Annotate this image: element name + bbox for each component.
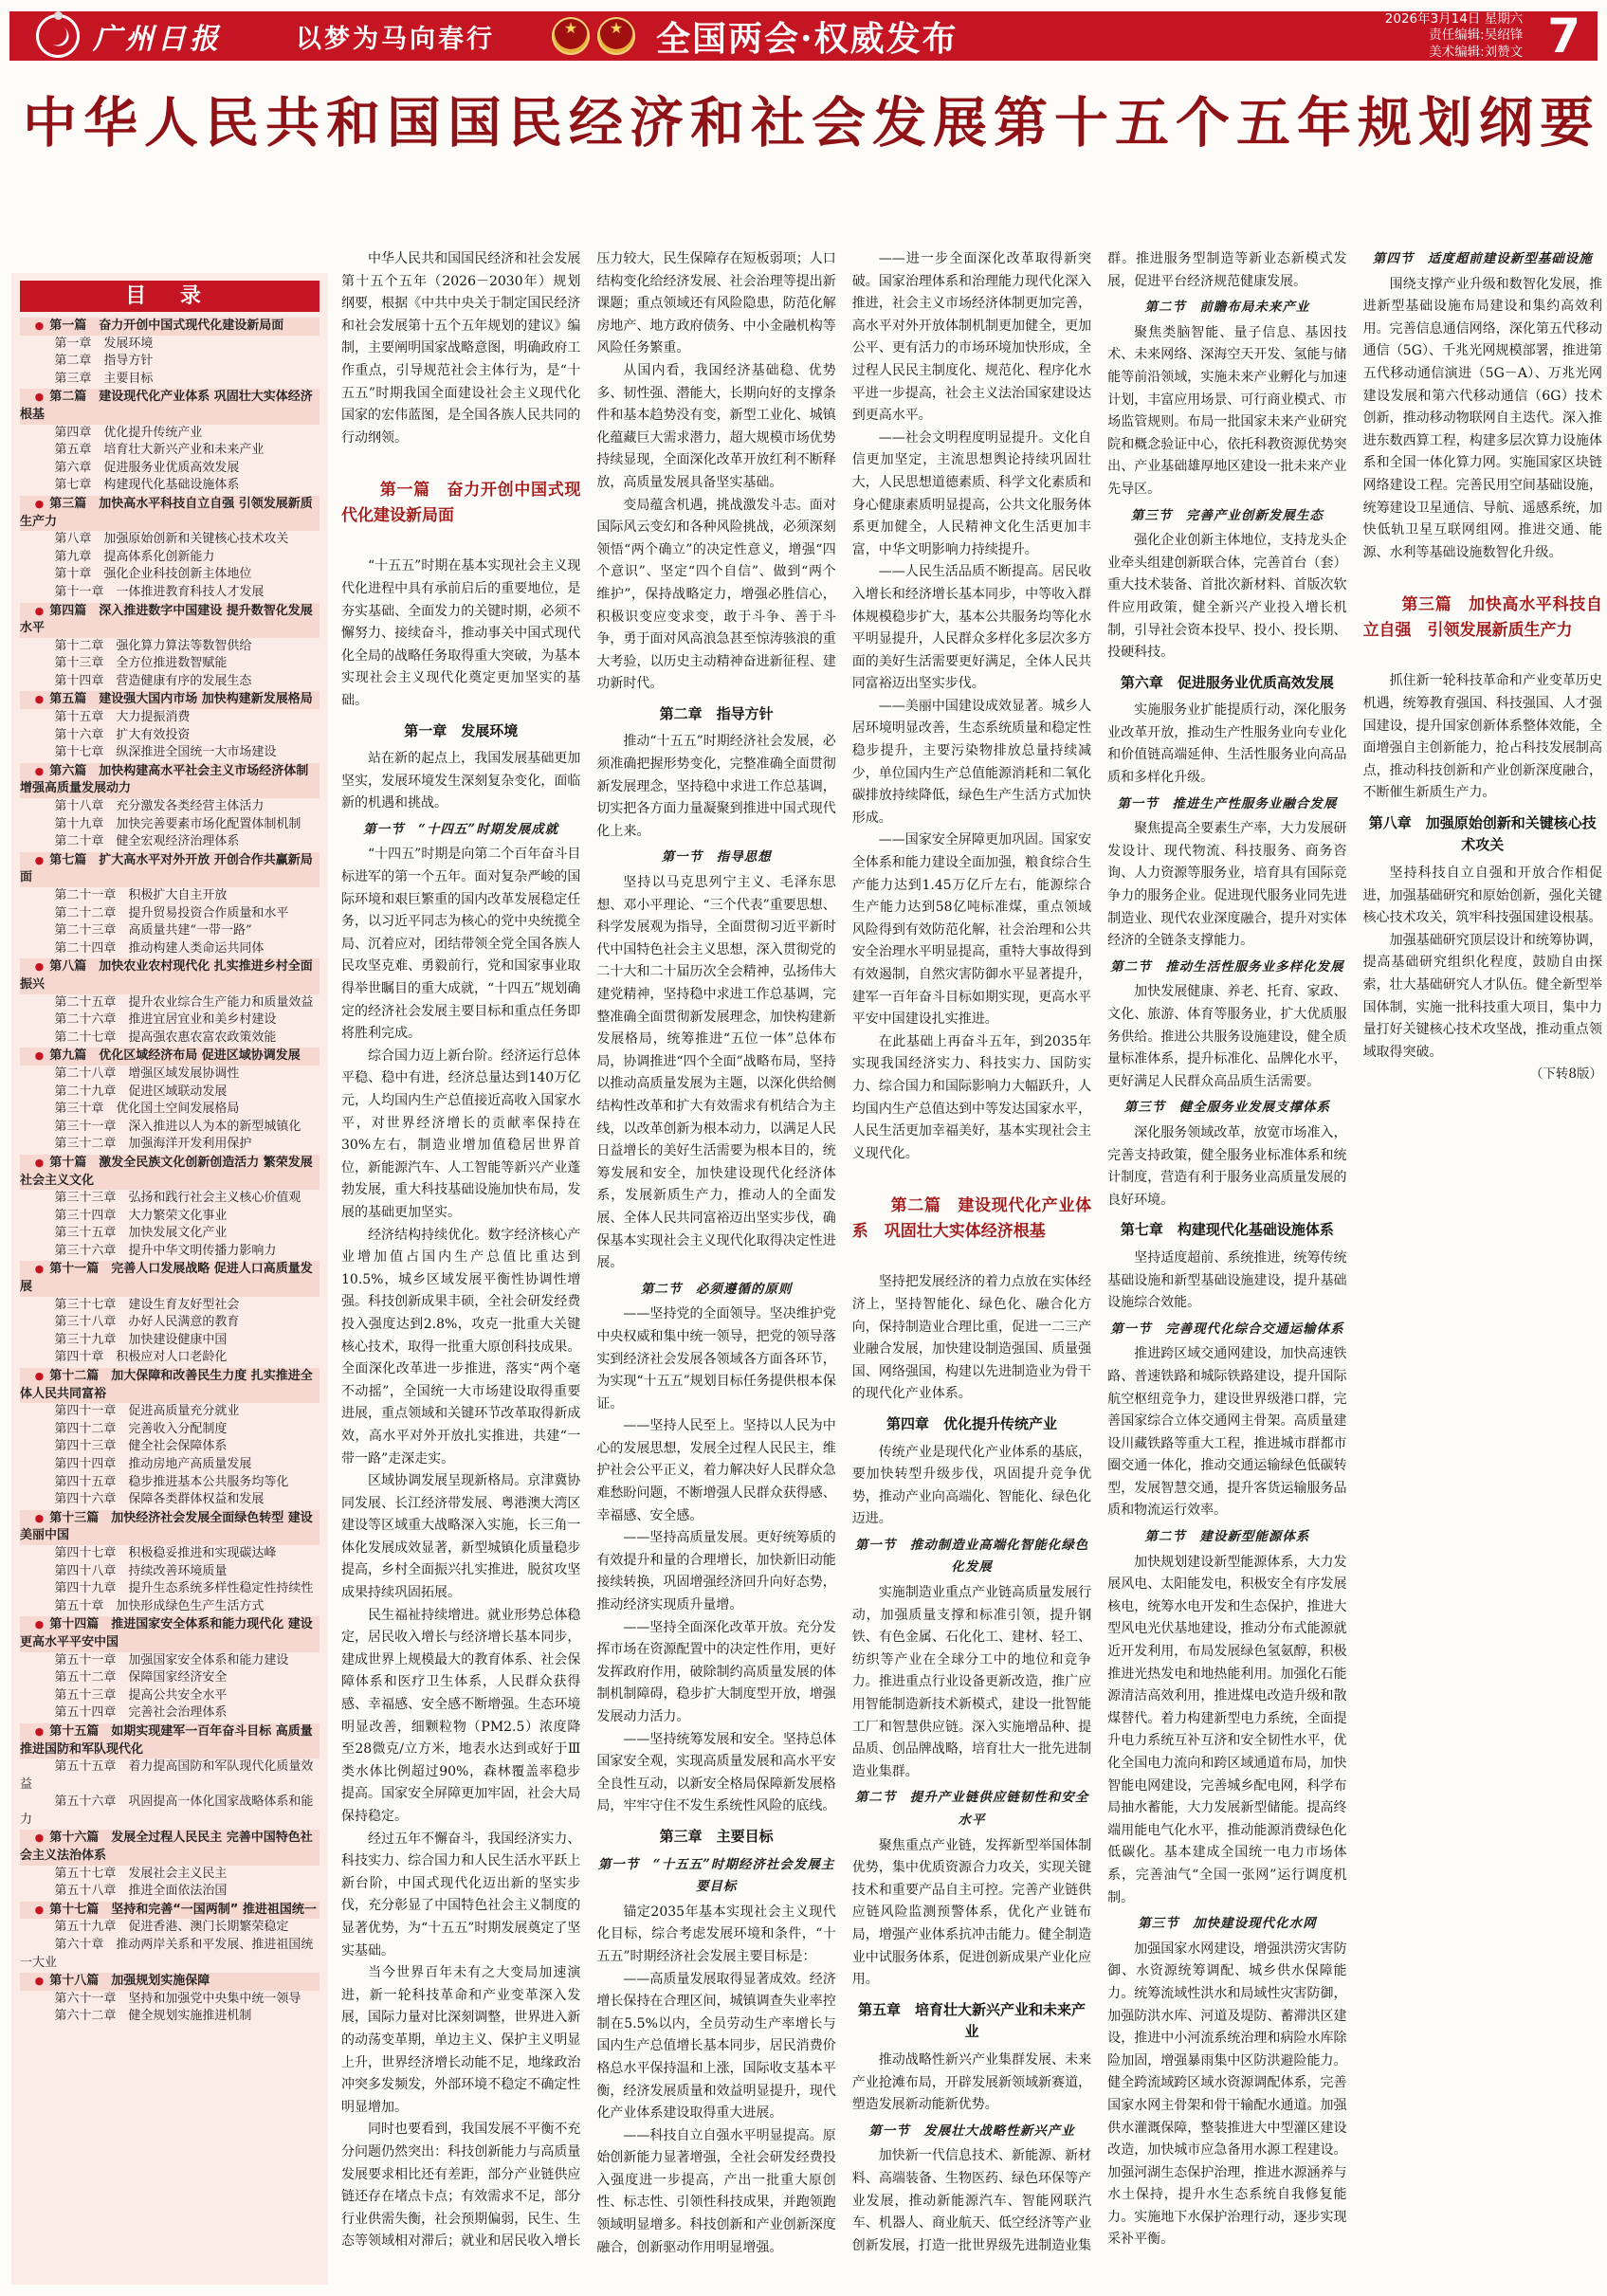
body-section-heading: 第二节 推动生活性服务业多样化发展	[1110, 958, 1344, 975]
toc-bullet-icon: ●	[34, 1370, 45, 1383]
toc-entry-chapter: 第四十一章 促进高质量充分就业	[54, 1404, 240, 1419]
toc-entry-chapter: 第二十七章 提高强农惠农富农政策效能	[54, 1030, 277, 1045]
toc-entry-part: ● 第十七篇 坚持和完善“一国两制” 推进祖国统一	[20, 1902, 320, 1920]
toc-entry-chapter: 第一章 发展环境	[54, 336, 154, 351]
body-section-heading: 第三节 健全服务业发展支撑体系	[1123, 1100, 1331, 1116]
toc-bullet-icon: ●	[34, 319, 45, 332]
masthead-meta	[1385, 11, 1523, 62]
body-paragraph: 民生福祉持续增进。就业形势总体稳定，居民收入增长与经济增长基本同步，建成世界上规模最大的教育体系、社会保障体系和医疗卫生体系，人民群众获得感、幸福感、安全感不断增强。生态环境明显改善，细颗粒物（PM2.5）浓度降至28微克/立方米，地表水达到或好于Ⅲ类水体比例超过90%，森林覆盖率稳步提高。国家安全屏障更加牢固，社会大局保持稳定。	[341, 1607, 581, 1824]
body-paragraph: 推动战略性新兴产业集群发展、未来产业抢滩布局，开辟发展新领域新赛道，塑造发展新动能新优势。	[851, 2051, 1092, 2113]
toc-entry-part: ● 第十八篇 加强规划实施保障	[20, 1973, 320, 1991]
toc-entry-part: ● 第十五篇 如期实现建军一百年奋斗目标 高质量推进国防和军队现代化	[20, 1723, 320, 1758]
body-paragraph: 在此基础上再奋斗五年，到2035年实现我国经济实力、科技实力、国防实力、综合国力和国际影响力大幅跃升，人均国内生产总值达到中等发达国家水平，人民生活更加幸福美好，基本实现社会主义现代化。	[851, 1033, 1092, 1161]
continued-note: （下转8版）	[1529, 1066, 1602, 1083]
toc-entry-chapter: 第三十八章 办好人民满意的教育	[54, 1315, 240, 1330]
toc-entry-part: ● 第七篇 扩大高水平对外开放 开创合作共赢新局面	[20, 852, 320, 887]
toc-entry-chapter: 第五十八章 推进全面依法治国	[54, 1884, 228, 1899]
editor-line: 责任编辑:吴绍锋	[1429, 27, 1524, 44]
body-paragraph: 聚焦类脑智能、量子信息、基因技术、未来网络、深海空天开发、氢能与储能等前沿领域，实施未来产业孵化与加速计划，丰富应用场景、可行商业模式、市场监管规则。布局一批国家未来产业研究院和概念验证中心，依托科教资源优势突出、产业基础雄厚地区建设一批未来产业先导区。	[1107, 324, 1347, 497]
body-section-heading: 第一节 完善现代化综合交通运输体系	[1110, 1321, 1344, 1337]
toc-entry-chapter: 第四十三章 健全社会保障体系	[54, 1439, 228, 1454]
toc-entry-chapter: 第四十五章 稳步推进基本公共服务均等化	[54, 1474, 289, 1489]
body-paragraph: 深化服务领域改革，放宽市场准入，完善支持政策，健全服务业标准体系和统计制度，营造有利于服务业高质量发展的良好环境。	[1107, 1124, 1347, 1208]
body-paragraph: 围绕支撑产业升级和数智化发展，推进新型基础设施布局建设和集约高效利用。完善信息通信网络，深化第五代移动通信（5G）、千兆光网规模部署，推进第五代移动通信演进（5G－A）、万兆光网建设发展和第六代移动通信（6G）技术创新，推动移动物联网自主迭代。深入推进东数西算工程，构建多层次算力设施体系和全国一体化算力网。实施国家区块链网络建设工程。完善民用空间基础设施，统筹建设卫星通信、导航、遥感系统，加快低轨卫星互联网组网。推进交通、能源、水利等基础设施数智化升级。	[1362, 276, 1602, 560]
body-paragraph: 加强基础研究顶层设计和统筹协调，提高基础研究组织化程度，鼓励自由探索，壮大基础研究人才队伍。健全新型举国体制，实施一批科技重大项目，集中力量打好关键核心技术攻坚战，推动重点领域取得突破。	[1362, 932, 1602, 1060]
toc-bullet-icon: ●	[34, 1618, 45, 1631]
toc-bullet-icon: ●	[34, 1975, 45, 1988]
body-paragraph: 当今世界百年未有之大变局加速演进，新一轮科技革命和产业变革深入发展，国际力量对比深刻调整，世界进入新的动荡变革期，单边主义、保护主义明显上升，世界经济增长动能不足，地缘政治冲突多发频发，外部环境不稳定不确定性明显增加。	[341, 1965, 581, 2115]
toc-entry-chapter: 第三十一章 深入推进以人为本的新型城镇化	[54, 1119, 301, 1134]
toc-entry-chapter: 第三章 主要目标	[54, 371, 154, 386]
body-paragraph: 从国内看，我国经济基础稳、优势多、韧性强、潜能大，长期向好的支撑条件和基本趋势没有变，新型工业化、城镇化蕴藏巨大需求潜力，超大规模市场优势持续显现，全面深化改革开放红利不断释放，高质量发展具备坚实基础。	[596, 362, 836, 490]
toc-sidebar	[11, 273, 328, 2285]
toc-bullet-icon: ●	[34, 391, 45, 404]
body-paragraph: 站在新的起点上，我国发展基础更加坚实，发展环境发生深刻复杂变化，面临新的机遇和挑战。	[341, 751, 581, 811]
main-headline: 中华人民共和国国民经济和社会发展第十五个五年规划纲要	[23, 92, 1600, 155]
body-paragraph: ——人民生活品质不断提高。居民收入增长和经济增长基本同步，中等收入群体规模稳步扩大，基本公共服务均等化水平明显提升，人民群众多样化多层次多方面的美好生活需要更好满足，全体人民共同富裕迈出坚实步伐。	[851, 564, 1092, 692]
body-section-heading: 第一节 “十五五”时期经济社会发展主要目标	[597, 1856, 835, 1895]
body-section-heading: 第一节 推进生产性服务业融合发展	[1117, 795, 1338, 811]
toc-entry-part: ● 第十一篇 完善人口发展战略 促进人口高质量发展	[20, 1261, 320, 1296]
body-paragraph: 加快新一代信息技术、新能源、新材料、高端装备、生物医药、绿色环保等产业发展，推动新能源汽车、智能网联汽车、机器人、商业航天、低空经济等产业创新发展，打造一批世界级先进制造业集群。推进服务型制造等新业态新模式发展，促进平台经济规范健康发展。	[851, 251, 1347, 2253]
toc-entry-part: ● 第十篇 激发全民族文化创新创造活力 繁荣发展社会主义文化	[20, 1155, 320, 1190]
toc-entry-chapter: 第六十章 推动两岸关系和平发展、推进祖国统一大业	[20, 1938, 314, 1970]
masthead-slogan: 以梦为马向春行	[296, 24, 495, 54]
body-section-heading: 第二节 必须遵循的原则	[640, 1281, 793, 1297]
toc-bullet-icon: ●	[34, 1156, 45, 1169]
toc-bullet-icon: ●	[34, 1263, 45, 1276]
body-paragraph: 中华人民共和国国民经济和社会发展第十五个五年（2026－2030年）规划纲要，根据《中共中央关于制定国民经济和社会发展第十五个五年规划的建议》编制，主要阐明国家战略意图，明确政府工作重点，引导规范社会主体行为，是“十五五”时期我国全面建设社会主义现代化国家的宏伟蓝图，是全国各族人民共同的行动纲领。	[341, 251, 581, 446]
toc-entry-chapter: 第二十四章 推动构建人类命运共同体	[54, 940, 265, 956]
toc-entry-part: ● 第六篇 加快构建高水平社会主义市场经济体制 增强高质量发展动力	[20, 763, 320, 798]
toc-entry-chapter: 第二十六章 推进宜居宜业和美乡村建设	[54, 1012, 277, 1028]
body-paragraph: 坚持以马克思列宁主义、毛泽东思想、邓小平理论、“三个代表”重要思想、科学发展观为指导，全面贯彻习近平新时代中国特色社会主义思想，深入贯彻党的二十大和二十届历次全会精神，弘扬伟大建党精神，坚持稳中求进工作总基调，完整准确全面贯彻新发展理念，加快构建新发展格局，统筹推进“五位一体”总体布局，协调推进“四个全面”战略布局，坚持以推动高质量发展为主题，以深化供给侧结构性改革和扩大有效需求有机结合为主线，以改革创新为根本动力，以满足人民日益增长的美好生活需要为根本目的，统筹发展和安全，加快建设现代化经济体系，发展新质生产力，推动人的全面发展、全体人民共同富裕迈出坚实步伐，确保基本实现社会主义现代化取得决定性进展。	[596, 875, 836, 1271]
body-paragraph: ——坚持统筹发展和安全。坚持总体国家安全观，实现高质量发展和高水平安全良性互动，以新安全格局保障新发展格局，牢牢守住不发生系统性风险的底线。	[596, 1731, 836, 1814]
body-section-heading: 第三节 完善产业创新发展生态	[1130, 507, 1324, 523]
toc-entry-chapter: 第七章 构建现代化基础设施体系	[54, 478, 240, 493]
toc-entry-chapter: 第四十六章 保障各类群体权益和发展	[54, 1492, 265, 1507]
toc-entry-chapter: 第二章 指导方针	[54, 354, 154, 369]
toc-entry-chapter: 第三十五章 加快发展文化产业	[54, 1226, 228, 1241]
body-paragraph: 加强国家水网建设，增强洪涝灾害防御、水资源统筹调配、城乡供水保障能力。统筹流域性洪水和局域性灾害防御，加强防洪水库、河道及堤防、蓄滞洪区建设，推进中小河流系统治理和病险水库除险加固，增强暴雨集中区防洪避险能力。健全跨流域跨区域水资源调配体系，完善国家水网主骨架和骨干输配水通道。加强供水灌溉保障，整装推进大中型灌区建设改造，加快城市应急备用水源工程建设。加强河湖生态保护治理，推进水源涵养与水土保持，提升水生态系统自我修复能力。实施地下水保护治理行动，逐步实现采补平衡。	[1107, 1941, 1347, 2248]
toc-entry-chapter: 第十章 强化企业科技创新主体地位	[54, 567, 252, 582]
toc-entry-chapter: 第六十二章 健全规划实施推进机制	[54, 2009, 252, 2024]
page-number: 7	[1547, 9, 1580, 64]
body-chapter-heading: 第三章 主要目标	[659, 1827, 774, 1845]
body-paragraph: 坚持把发展经济的着力点放在实体经济上，坚持智能化、绿色化、融合化方向，保持制造业合理比重，促进一二三产业融合发展，加快建设制造强国、质量强国、网络强国，构建以先进制造业为骨干的现代化产业体系。	[851, 1274, 1092, 1402]
toc-entry-chapter: 第十四章 营造健康有序的发展生态	[54, 673, 252, 688]
toc-entry-chapter: 第四十八章 持续改善环境质量	[54, 1563, 228, 1578]
toc-entry-chapter: 第四章 优化提升传统产业	[54, 425, 203, 440]
toc-entry-chapter: 第四十九章 提升生态系统多样性稳定性持续性	[54, 1581, 314, 1596]
toc-entry-chapter: 第二十章 健全宏观经济治理体系	[54, 834, 240, 849]
toc-entry-part: ● 第九篇 优化区域经济布局 促进区域协调发展	[20, 1048, 320, 1066]
toc-entry-chapter: 第三十九章 加快建设健康中国	[54, 1332, 228, 1347]
toc-entry-part: ● 第十六篇 发展全过程人民民主 完善中国特色社会主义法治体系	[20, 1830, 320, 1865]
toc-bullet-icon: ●	[34, 853, 45, 866]
toc-entry-chapter: 第十一章 一体推进教育科技人才发展	[54, 584, 265, 599]
toc-entry-chapter: 第四十七章 积极稳妥推进和实现碳达峰	[54, 1545, 277, 1560]
toc-bullet-icon: ●	[34, 497, 45, 510]
toc-entry-part: ● 第十三篇 加快经济社会发展全面绿色转型 建设美丽中国	[20, 1510, 320, 1545]
body-section-heading: 第二节 前瞻布局未来产业	[1144, 300, 1310, 316]
body-paragraph: ——进一步全面深化改革取得新突破。国家治理体系和治理能力现代化深入推进，社会主义市场经济体制更加完善，高水平对外开放体制机制更加健全，更加公平、更有活力的市场环境加快形成，全过程人民民主制度化、规范化、程序化水平进一步提高，社会主义法治国家建设达到更高水平。	[851, 251, 1092, 424]
toc-entry-part: ● 第五篇 建设强大国内市场 加快构建新发展格局	[20, 691, 320, 709]
body-paragraph: 综合国力迈上新台阶。经济运行总体平稳、稳中有进，经济总量达到140万亿元，人均国内生产总值接近高收入国家水平，对世界经济增长的贡献率保持在30%左右，制造业增加值稳居世界首位，新能源汽车、人工智能等新兴产业蓬勃发展，重大科技基础设施加快布局，发展的基础更加坚实。	[341, 1048, 581, 1220]
toc-entry-chapter: 第五十一章 加强国家安全体系和能力建设	[54, 1652, 289, 1667]
toc-entry-chapter: 第十五章 大力提振消费	[54, 710, 191, 725]
toc-bullet-icon: ●	[34, 960, 45, 974]
toc-entry-chapter: 第二十二章 提升贸易投资合作质量和水平	[54, 905, 289, 920]
body-chapter-heading: 第五章 培育壮大新兴产业和未来产业	[857, 2000, 1086, 2041]
body-section-heading: 第四节 适度超前建设新型基础设施	[1372, 251, 1593, 266]
body-paragraph: 加快发展健康、养老、托育、家政、文化、旅游、体育等服务业，扩大优质服务供给。推进公共服务设施建设，健全质量标准体系，提升标准化、品牌化水平，更好满足人民群众高品质生活需要。	[1107, 984, 1347, 1089]
body-paragraph: ——坚持全面深化改革开放。充分发挥市场在资源配置中的决定性作用，更好发挥政府作用，破除制约高质量发展的体制机制障碍，稳步扩大制度型开放，增强发展动力活力。	[596, 1619, 836, 1724]
toc-entry-chapter: 第十八章 充分激发各类经营主体活力	[54, 799, 265, 814]
toc-entry-chapter: 第五十五章 着力提高国防和军队现代化质量效益	[20, 1759, 314, 1792]
toc-entry-chapter: 第十六章 扩大有效投资	[54, 727, 191, 742]
toc-entry-chapter: 第三十四章 大力繁荣文化事业	[54, 1208, 228, 1223]
banner-title: 全国两会·权威发布	[656, 18, 959, 59]
toc-entry-chapter: 第三十三章 弘扬和践行社会主义核心价值观	[54, 1191, 301, 1206]
body-section-heading: 第一节 推动制造业高端化智能化绿色化发展	[854, 1537, 1089, 1576]
emblem-group	[552, 17, 643, 55]
body-paragraph: 经济结构持续优化。数字经济核心产业增加值占国内生产总值比重达到10.5%，城乡区域发展平衡性协调性增强。科技创新成果丰硕，全社会研发经费投入强度达到2.8%，攻克一批重大关键核心技术，取得一批重大原创科技成果。全面深化改革进一步推进，落实“两个毫不动摇”，全国统一大市场建设取得重要进展，重点领域和关键环节改革取得新成效，高水平对外开放扎实推进，共建“一带一路”走深走实。	[341, 1227, 581, 1467]
masthead	[9, 9, 1598, 64]
body-section-heading: 第二节 建设新型能源体系	[1144, 1529, 1310, 1545]
body-chapter-heading: 第一章 发展环境	[404, 721, 519, 739]
toc-entry-chapter: 第十七章 纵深推进全国统一大市场建设	[54, 745, 277, 760]
body-paragraph: 传统产业是现代化产业体系的基底，要加快转型升级步伐，巩固提升竞争优势，推动产业向高端化、智能化、绿色化迈进。	[851, 1444, 1092, 1527]
body-chapter-heading: 第四章 优化提升传统产业	[886, 1414, 1057, 1432]
body-paragraph: “十四五”时期是向第二个百年奋斗目标进军的第一个五年。面对复杂严峻的国际环境和艰巨繁重的国内改革发展稳定任务，以习近平同志为核心的党中央统揽全局、沉着应对，团结带领全党全国各族人民攻坚克难、勇毅前行，党和国家事业取得举世瞩目的重大成就，“十四五”规划确定的经济社会发展主要目标和重点任务即将胜利完成。	[341, 847, 581, 1042]
body-paragraph: 推动“十五五”时期经济社会发展，必须准确把握形势变化，完整准确全面贯彻新发展理念，坚持稳中求进工作总基调，切实把各方面力量凝聚到推进中国式现代化上来。	[596, 734, 836, 839]
toc-entry-chapter: 第九章 提高体系化创新能力	[54, 549, 215, 564]
body-part-heading: 第一篇 奋力开创中国式现代化建设新局面	[341, 481, 581, 526]
body-paragraph: 实施制造业重点产业链高质量发展行动，加强质量支撑和标准引领，提升钢铁、有色金属、石化化工、建材、轻工、纺织等产业在全球分工中的地位和竞争力。推进重点行业设备更新改造，推广应用智能制造新技术新模式，建设一批智能工厂和智慧供应链。深入实施增品种、提品质、创品牌战略，培育壮大一批先进制造业集群。	[851, 1585, 1092, 1779]
toc-bullet-icon: ●	[34, 1511, 45, 1524]
body-paragraph: 经过五年不懈奋斗，我国经济实力、科技实力、综合国力和人民生活水平跃上新台阶，中国式现代化迈出新的坚实步伐，充分彰显了中国特色社会主义制度的显著优势，为“十五五”时期发展奠定了坚实基础。	[341, 1831, 581, 1959]
body-chapter-heading: 第七章 构建现代化基础设施体系	[1120, 1221, 1334, 1239]
body-paragraph: 同时也要看到，我国发展不平衡不充分问题仍然突出：科技创新能力与高质量发展要求相比还有差距，部分产业链供应链还存在堵点卡点；有效需求不足，部分行业供需失衡，社会预期偏弱，民生、生态等领域相对滞后；就业和居民收入增长压力较大，民生保障存在短板弱项；人口结构变化给经济发展、社会治理等提出新课题；重点领域还有风险隐患，防范化解房地产、地方政府债务、中小金融机构等风险任务繁重。	[341, 251, 836, 2250]
toc-entry-part: ● 第一篇 奋力开创中国式现代化建设新局面	[20, 318, 320, 336]
toc-entry-chapter: 第二十八章 增强区域发展协调性	[54, 1066, 240, 1081]
body-paragraph: ——坚持高质量发展。更好统筹质的有效提升和量的合理增长，加快新旧动能接续转换，巩固增强经济回升向好态势，推动经济实现质升量增。	[596, 1530, 836, 1613]
toc-bullet-icon: ●	[34, 604, 45, 617]
toc-entry-part: ● 第二篇 建设现代化产业体系 巩固壮大实体经济根基	[20, 389, 320, 424]
toc-entry-chapter: 第三十六章 提升中华文明传播力影响力	[54, 1243, 277, 1258]
body-paragraph: 坚持科技自立自强和开放合作相促进，加强基础研究和原始创新，强化关键核心技术攻关，筑牢科技强国建设根基。	[1362, 866, 1602, 926]
body-part-heading: 第二篇 建设现代化产业体系 巩固壮大实体经济根基	[851, 1196, 1092, 1242]
cppcc-emblem-icon	[597, 17, 635, 55]
toc-entry-chapter: 第四十章 积极应对人口老龄化	[54, 1350, 228, 1365]
body-chapter-heading: 第八章 加强原始创新和关键核心技术攻关	[1368, 813, 1597, 854]
body-paragraph: 抓住新一轮科技革命和产业变革历史机遇，统筹教育强国、科技强国、人才强国建设，提升国家创新体系整体效能，全面增强自主创新能力，抢占科技发展制高点，推动科技创新和产业创新深度融合，不断催生新质生产力。	[1362, 673, 1602, 801]
body-section-heading: 第二节 提升产业链供应链韧性和安全水平	[854, 1790, 1089, 1828]
toc-entry-chapter: 第五十章 加快形成绿色生产生活方式	[54, 1598, 265, 1613]
body-section-heading: 第三节 加快建设现代化水网	[1138, 1916, 1317, 1932]
article-body	[341, 248, 1602, 2260]
toc-entry-chapter: 第五十三章 提高公共安全水平	[54, 1687, 228, 1703]
body-section-heading: 第一节 指导思想	[661, 849, 772, 866]
body-chapter-heading: 第二章 指导方针	[659, 704, 774, 722]
body-chapter-heading: 第六章 促进服务业优质高效发展	[1120, 673, 1334, 691]
body-paragraph: 聚焦重点产业链，发挥新型举国体制优势，集中优质资源合力攻关，实现关键技术和重要产品自主可控。完善产业链供应链风险监测预警体系，优化产业链布局，增强产业体系抗冲击能力。健全制造业中试服务体系，促进创新成果产业化应用。	[851, 1837, 1092, 1988]
national-emblem-icon	[552, 17, 590, 55]
body-paragraph: ——社会文明程度明显提升。文化自信更加坚定，主流思想舆论持续巩固壮大，人民思想道德素质、科学文化素质和身心健康素质明显提高，公共文化服务体系更加健全，人民精神文化生活更加丰富，中华文明影响力持续提升。	[851, 429, 1092, 557]
toc-entry-chapter: 第三十章 优化国土空间发展格局	[54, 1102, 240, 1117]
body-paragraph: ——坚持人民至上。坚持以人民为中心的发展思想，发展全过程人民民主，维护社会公平正义，着力解决好人民群众急难愁盼问题，不断增强人民群众获得感、幸福感、安全感。	[596, 1418, 836, 1523]
body-paragraph: 坚持适度超前、系统推进，统筹传统基础设施和新型基础设施建设，提升基础设施综合效能。	[1107, 1249, 1347, 1311]
body-paragraph: ——国家安全屏障更加巩固。国家安全体系和能力建设全面加强，粮食综合生产能力达到1.45万亿斤左右，能源综合生产能力达到58亿吨标准煤，重点领域风险得到有效防范化解，社会治理和公共安全治理水平明显提高，重特大事故得到有效遏制，自然灾害防御水平显著提升，建军一百年奋斗目标如期实现，更高水平平安中国建设扎实推进。	[851, 832, 1092, 1028]
body-paragraph: 加快规划建设新型能源体系，大力发展风电、太阳能发电，积极安全有序发展核电，统筹水电开发和生态保护，推进大型风电光伏基地建设，推动分布式能源就近开发利用，布局发展绿色氢氨醇，积极推进光热发电和地热能利用。加强化石能源清洁高效利用，推进煤电改造升级和散煤替代。着力构建新型电力系统，全面提升电力系统互补互济和安全韧性水平，优化全国电力流向和跨区域通道布局，加快智能电网建设，完善城乡配电网，科学布局抽水蓄能，大力发展新型储能。提高终端用能电气化水平，推动能源消费绿色化低碳化。基本建成全国统一电力市场体系，完善油气“全国一张网”运行调度机制。	[1107, 1554, 1347, 1905]
toc-entry-chapter: 第五章 培育壮大新兴产业和未来产业	[54, 443, 265, 458]
toc-entry-part: ● 第十二篇 加大保障和改善民生力度 扎实推进全体人民共同富裕	[20, 1368, 320, 1403]
toc-entry-part: ● 第四篇 深入推进数字中国建设 提升数智化发展水平	[20, 603, 320, 638]
body-paragraph: 变局蕴含机遇，挑战激发斗志。面对国际风云变幻和各种风险挑战，必须深刻领悟“两个确立”的决定性意义，增强“四个意识”、坚定“四个自信”、做到“两个维护”，保持战略定力，增强必胜信心，积极识变应变求变，敢于斗争、善于斗争，勇于面对风高浪急甚至惊涛骇浪的重大考验，以历史主动精神奋进新征程、建功新时代。	[596, 497, 836, 692]
body-paragraph: ——高质量发展取得显著成效。经济增长保持在合理区间，城镇调查失业率控制在5.5%以内，全员劳动生产率增长与国内生产总值增长基本同步，居民消费价格总水平保持温和上涨，国际收支基本平衡，经济发展质量和效益明显提升，现代化产业体系建设取得重大进展。	[596, 1971, 836, 2122]
toc-entry-chapter: 第五十九章 促进香港、澳门长期繁荣稳定	[54, 1920, 289, 1935]
body-part-heading: 第三篇 加快高水平科技自立自强 引领发展新质生产力	[1362, 595, 1602, 641]
toc-entry-chapter: 第二十三章 高质量共建“一带一路”	[54, 923, 252, 938]
toc-list	[20, 318, 320, 2026]
toc-bullet-icon: ●	[34, 693, 45, 706]
toc-bullet-icon: ●	[34, 1724, 45, 1738]
toc-entry-part: ● 第八篇 加快农业农村现代化 扎实推进乡村全面振兴	[20, 958, 320, 993]
body-section-heading: 第一节 发展壮大战略性新兴产业	[868, 2123, 1075, 2139]
toc-entry-chapter: 第四十二章 完善收入分配制度	[54, 1421, 228, 1436]
toc-entry-chapter: 第十二章 强化算力算法等数智供给	[54, 638, 252, 653]
body-section-heading: 第一节 “十四五”时期发展成就	[363, 821, 559, 837]
toc-entry-chapter: 第十三章 全方位推进数智赋能	[54, 656, 228, 671]
body-paragraph: ——科技自立自强水平明显提高。原始创新能力显著增强，全社会研发经费投入强度进一步提高，产出一批重大原创性、标志性、引领性科技成果，并跑领跑领域明显增多。科技创新和产业创新深度融合，创新驱动作用明显增强。	[596, 2127, 836, 2255]
body-paragraph: 锚定2035年基本实现社会主义现代化目标，综合考虑发展环境和条件，“十五五”时期经济社会发展主要目标是：	[596, 1904, 836, 1964]
toc-entry-chapter: 第三十二章 加强海洋开发利用保护	[54, 1137, 252, 1152]
toc-entry-chapter: 第五十六章 巩固提高一体化国家战略体系和能力	[20, 1795, 314, 1827]
gzdaily-logo-icon	[36, 14, 80, 58]
toc-bullet-icon: ●	[34, 1831, 45, 1845]
toc-entry-chapter: 第八章 加强原始创新和关键核心技术攻关	[54, 532, 289, 547]
art-editor-line: 美术编辑:刘赞文	[1429, 44, 1524, 60]
gzdaily-logo	[36, 14, 222, 58]
toc-entry-chapter: 第十九章 加快完善要素市场化配置体制机制	[54, 816, 301, 831]
toc-entry-chapter: 第二十九章 促进区域联动发展	[54, 1084, 228, 1099]
body-paragraph: 强化企业创新主体地位，支持龙头企业牵头组建创新联合体，完善首台（套）重大技术装备、首批次新材料、首版次软件应用政策，健全新兴产业投入增长机制，引导社会资本投早、投小、投长期、投硬科技。	[1107, 533, 1347, 661]
toc-entry-chapter: 第六十一章 坚持和加强党中央集中统一领导	[54, 1991, 301, 2006]
toc-bullet-icon: ●	[34, 764, 45, 777]
body-paragraph: “十五五”时期在基本实现社会主义现代化进程中具有承前启后的重要地位，是夯实基础、全面发力的关键时期，必须不懈努力、接续奋斗，推动事关中国式现代化全局的战略任务取得重大突破，为基本实现社会主义现代化奠定更加坚实的基础。	[341, 558, 581, 708]
date-line: 2026年3月14日 星期六	[1384, 10, 1524, 27]
toc-entry-part: ● 第三篇 加快高水平科技自立自强 引领发展新质生产力	[20, 496, 320, 531]
body-paragraph: 实施服务业扩能提质行动，深化服务业改革开放，推动生产性服务业向专业化和价值链高端延伸、生活性服务业向高品质和多样化升级。	[1107, 702, 1347, 786]
toc-bullet-icon: ●	[34, 1903, 45, 1916]
toc-entry-chapter: 第二十一章 积极扩大自主开放	[54, 888, 228, 902]
toc-entry-chapter: 第三十七章 建设生育友好型社会	[54, 1297, 240, 1312]
toc-bullet-icon: ●	[34, 1049, 45, 1063]
toc-entry-chapter: 第六章 促进服务业优质高效发展	[54, 460, 240, 475]
toc-entry-chapter: 第五十四章 完善社会治理体系	[54, 1705, 228, 1721]
body-paragraph: 聚焦提高全要素生产率，大力发展研发设计、现代物流、科技服务、商务咨询、人力资源等服务业，培育具有国际竞争力的服务企业。促进现代服务业同先进制造业、现代农业深度融合，提升对实体经济的全链条支撑能力。	[1107, 821, 1347, 949]
toc-entry-chapter: 第四十四章 推动房地产高质量发展	[54, 1457, 252, 1471]
toc-entry-chapter: 第五十二章 保障国家经济安全	[54, 1670, 228, 1686]
toc-entry-chapter: 第五十七章 发展社会主义民主	[54, 1866, 228, 1881]
body-paragraph: ——坚持党的全面领导。坚决维护党中央权威和集中统一领导，把党的领导落实到经济社会发展各领域各方面各环节，为实现“十五五”规划目标任务提供根本保证。	[596, 1306, 836, 1412]
body-paragraph: 区域协调发展呈现新格局。京津冀协同发展、长江经济带发展、粤港澳大湾区建设等区域重大战略深入实施，长三角一体化发展成效显著，新型城镇化质量稳步提高，乡村全面振兴扎实推进，脱贫攻坚成果持续巩固拓展。	[341, 1473, 581, 1601]
body-paragraph: ——美丽中国建设成效显著。城乡人居环境明显改善，生态系统质量和稳定性稳步提升，主要污染物排放总量持续减少，单位国内生产总值能源消耗和二氧化碳排放持续降低，绿色生产生活方式加快形成。	[851, 698, 1092, 826]
toc-entry-chapter: 第二十五章 提升农业综合生产能力和质量效益	[54, 994, 314, 1010]
body-paragraph: 推进跨区域交通网建设，加快高速铁路、普速铁路和城际铁路建设，提升国际航空枢纽竞争力，建设世界级港口群，完善国家综合立体交通网主骨架。高质量建设川藏铁路等重大工程，推进城市群都市圈交通一体化，推动交通运输绿色低碳转型，发展智慧交通，提升客货运输服务品质和物流运行效率。	[1107, 1346, 1347, 1519]
paper-name: 广州日报	[93, 23, 222, 56]
toc-entry-part: ● 第十四篇 推进国家安全体系和能力现代化 建设更高水平平安中国	[20, 1616, 320, 1651]
toc-title: 目 录	[20, 281, 320, 312]
